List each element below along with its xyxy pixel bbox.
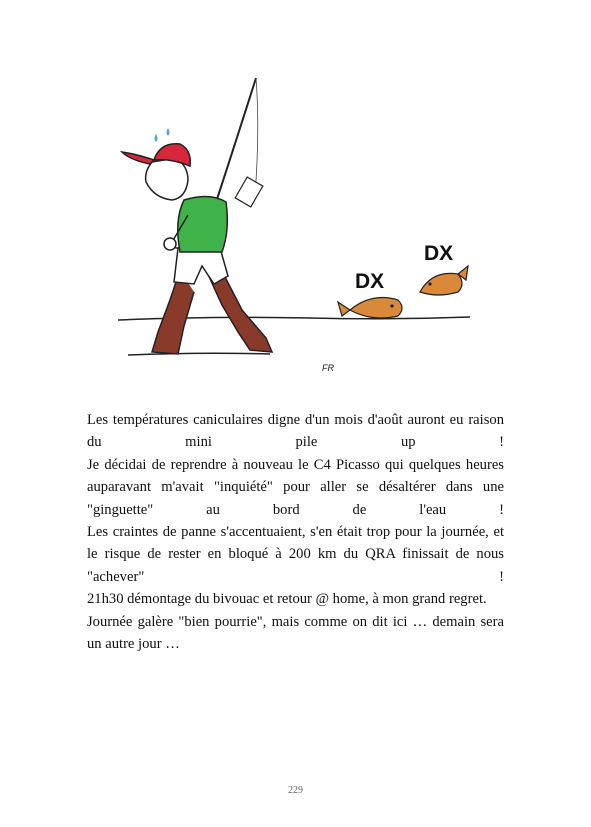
dx-label-right: DX [424, 242, 454, 265]
fishing-reel-icon [164, 238, 176, 250]
fish-right-icon [420, 266, 468, 295]
paragraph-5: Journée galère "bien pourrie", mais comme on dit ici … demain sera un autre jour … [87, 613, 504, 653]
green-shirt [178, 196, 228, 252]
fishing-line [255, 78, 258, 195]
shorts [174, 248, 228, 284]
paragraph-2: Je décidai de reprendre à nouveau le C4 Picasso qui quelques heures auparavant m'avait "inquiété" pour aller se désaltérer dans une "ginguette" au bord de l'eau ! [87, 456, 504, 518]
fisherman-cartoon [110, 70, 490, 380]
sweat-drop-icon [167, 128, 170, 136]
artist-signature: FR [322, 363, 334, 373]
head [146, 158, 188, 200]
sweat-drop-icon [155, 134, 158, 142]
fish-left-icon [338, 298, 402, 318]
paragraph-4: 21h30 démontage du bivouac et retour @ home, à mon grand regret. [87, 591, 487, 608]
page-number: 229 [288, 785, 303, 796]
body-text [87, 409, 504, 655]
dx-label-left: DX [355, 270, 385, 293]
paragraph-1: Les températures caniculaires digne d'un mois d'août auront eu raison du mini pile up ! [87, 412, 504, 451]
cap-visor [122, 152, 154, 164]
cartoon-illustration [110, 70, 490, 380]
paragraph-3: Les craintes de panne s'accentuaient, s'en était trop pour la journée, et le risque de rester en bloqué à 200 km du QRA finissait de nous "achever" ! [87, 524, 504, 585]
tackle-box-icon [235, 177, 263, 207]
ground-line-lower [128, 353, 270, 355]
